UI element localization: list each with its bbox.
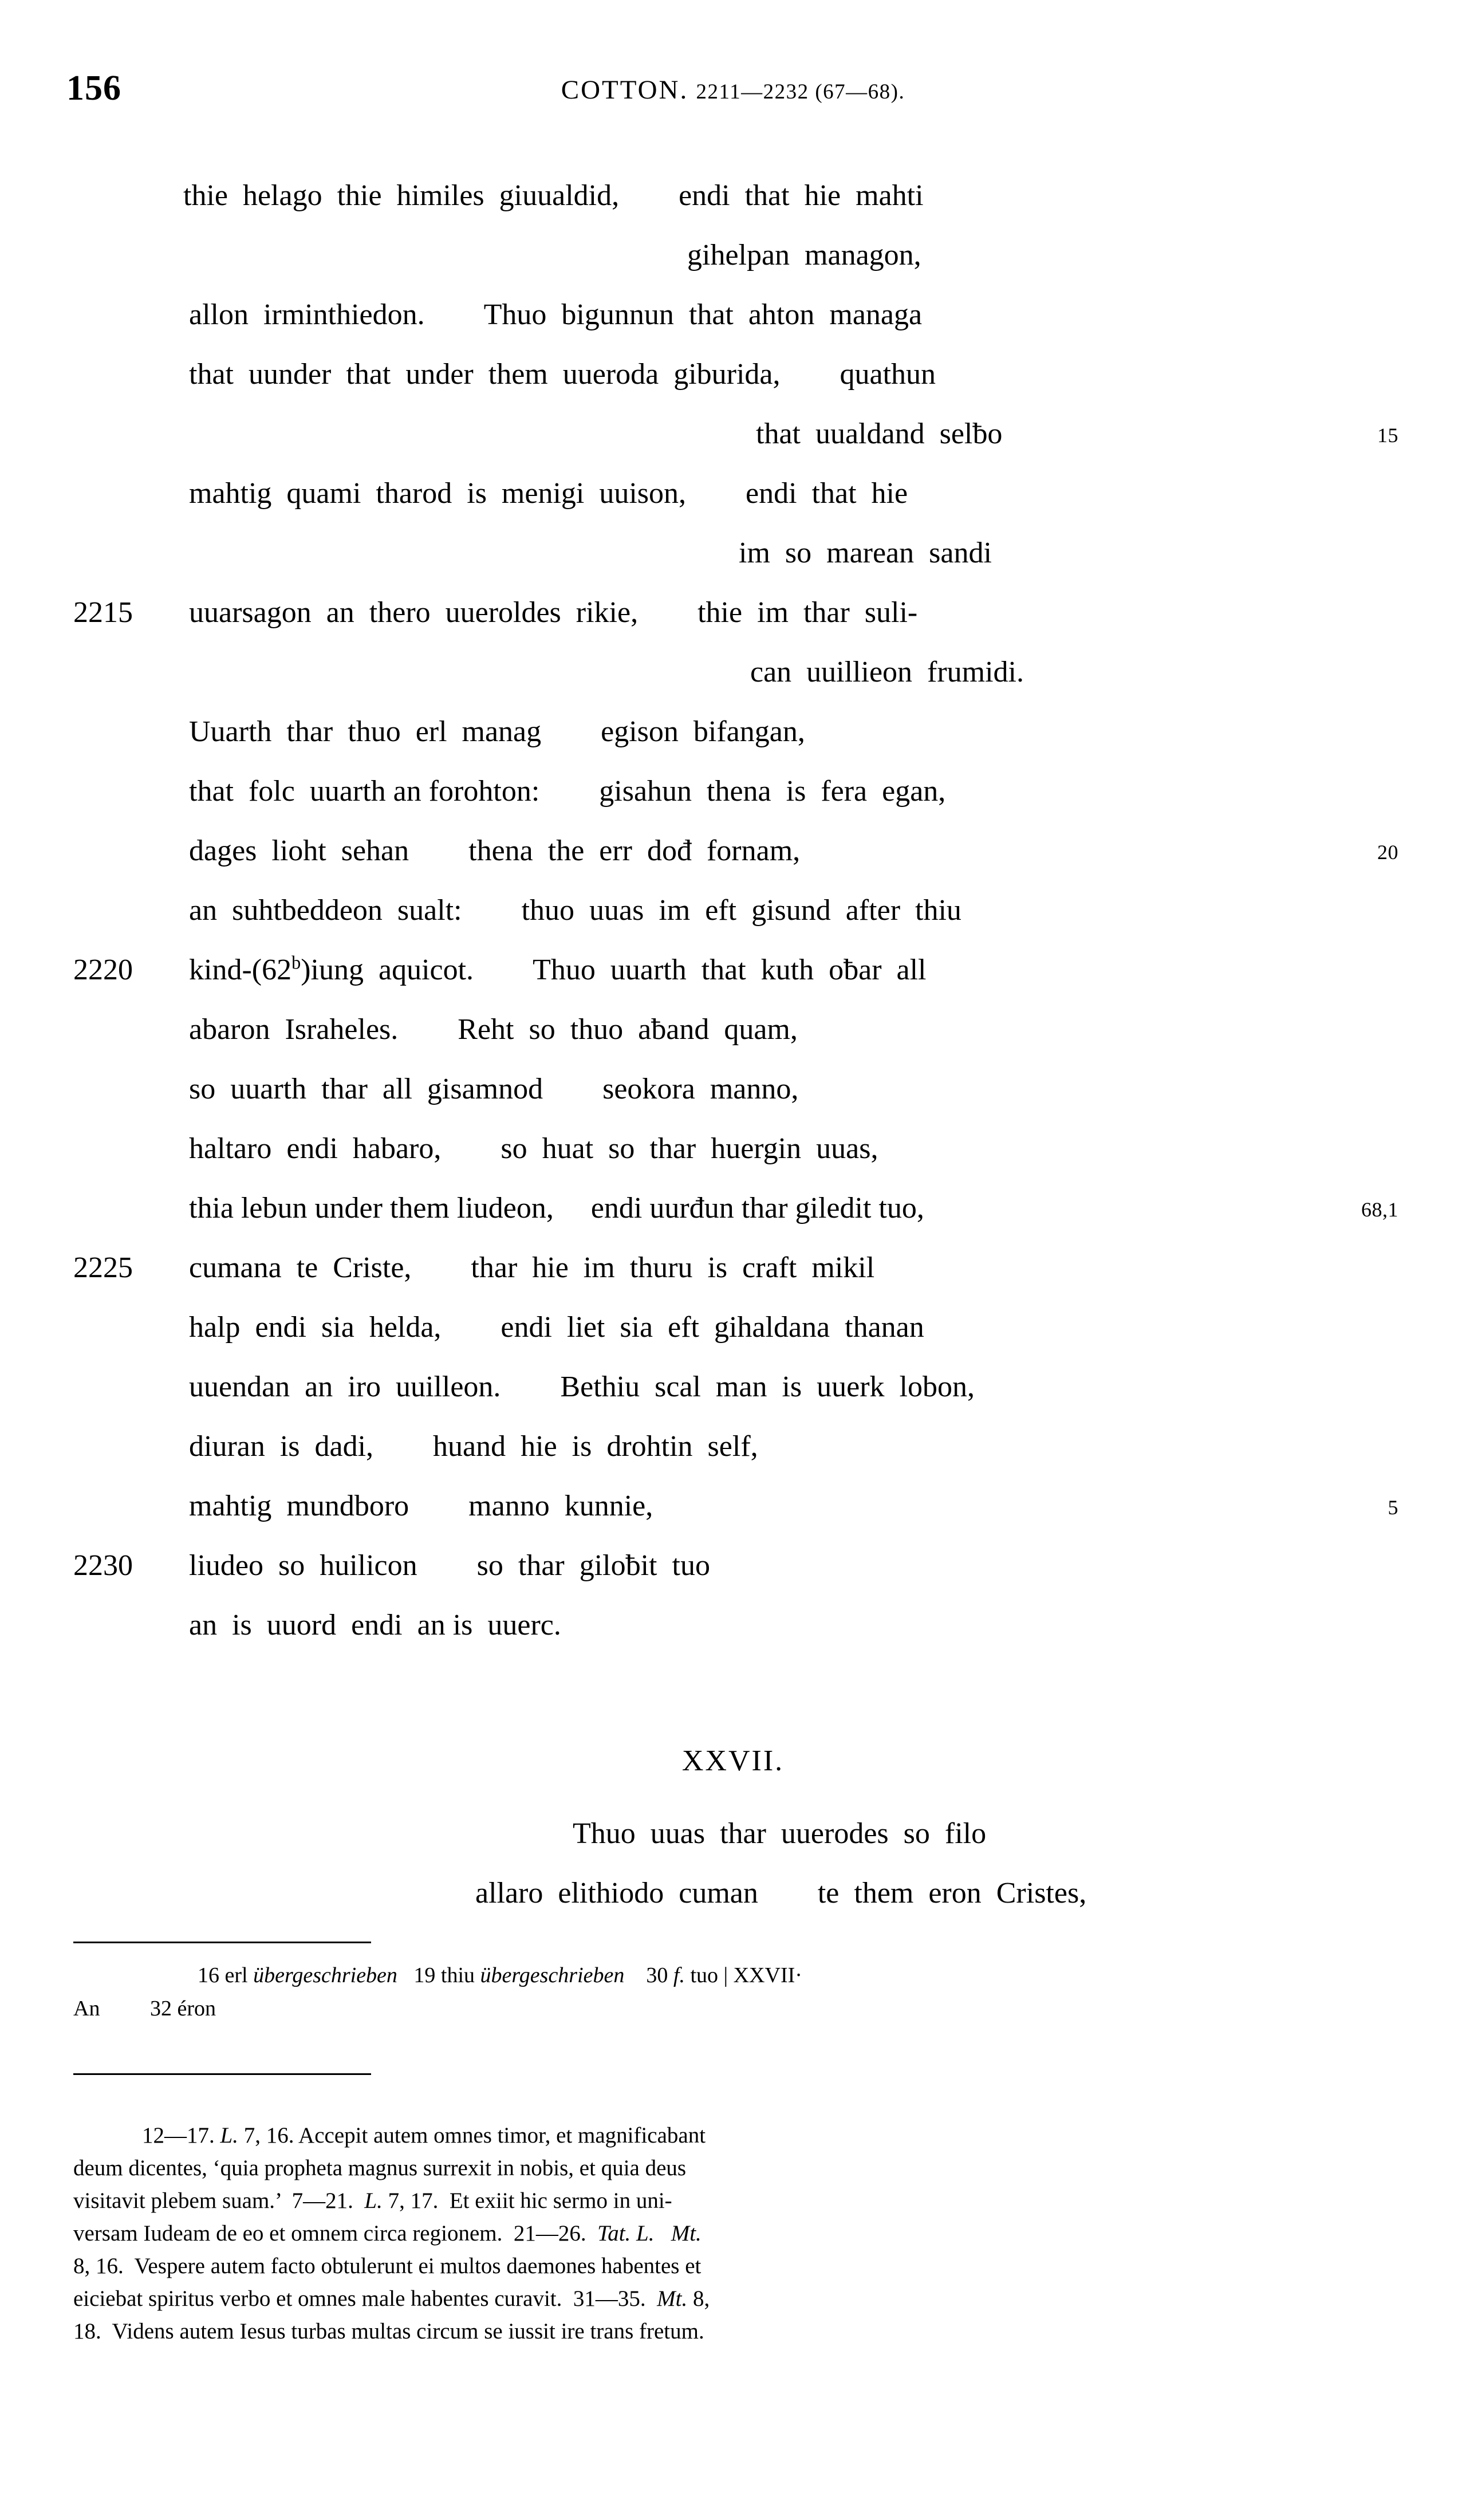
verse-line-text: uuendan an iro uuilleon. Bethiu scal man is uuerk lobon,: [189, 1371, 975, 1403]
apparatus-lineno-16: 16: [198, 1963, 219, 1987]
verse-line: [0, 345, 1466, 404]
latin-note-text: 8,: [692, 2286, 710, 2311]
apparatus-row: [0, 1959, 1466, 1992]
verse-line: [0, 1417, 1466, 1476]
verse-line: [0, 702, 1466, 762]
verse-line: [0, 940, 1466, 1000]
verse-line-text: halp endi sia helda, endi liet sia eft gihaldana thanan: [189, 1311, 924, 1344]
verse-line-text: diuran is dadi, huand hie is drohtin self,: [189, 1430, 758, 1463]
verse-line-number: 2230: [73, 1549, 133, 1582]
apparatus-rule-top: [73, 1942, 371, 1943]
apparatus-siglum-an: An: [73, 1997, 100, 2021]
verse-line: [0, 464, 1466, 523]
verse-line-text: can uuillieon frumidi.: [750, 656, 1024, 688]
latin-note-line: [73, 2315, 1396, 2348]
chapter-heading: XXVII.: [681, 1745, 785, 1777]
latin-source-notes: [73, 2119, 1396, 2348]
apparatus-lineno-32: 32: [150, 1997, 172, 2021]
verse-line-text: im so marean sandi: [739, 537, 992, 569]
verse-line: [0, 1060, 1466, 1119]
folio-number: 156: [66, 69, 121, 108]
verse-line: [0, 285, 1466, 345]
verse-line-text: haltaro endi habaro, so huat so thar huergin uuas,: [189, 1132, 878, 1165]
latin-note-text: 7, 17. Et exiit hic sermo in uni-: [388, 2188, 672, 2213]
verse-line: [0, 643, 1466, 702]
verse-line-text: an is uuord endi an is uuerc.: [189, 1609, 561, 1641]
marginal-line-number: 15: [1377, 424, 1398, 447]
verse-line-text: an suhtbeddeon sualt: thuo uuas im eft gisund after thiu: [189, 894, 961, 927]
verse-line: [0, 1536, 1466, 1596]
verse-line: [0, 1864, 1466, 1923]
verse-line: [0, 1357, 1466, 1417]
latin-note-text: 8, 16. Vespere autem facto obtulerunt ei multos daemones habentes et: [73, 2254, 702, 2278]
verse-line: [0, 523, 1466, 583]
verse-line-number: 2225: [73, 1251, 133, 1284]
verse-line: [0, 1596, 1466, 1655]
apparatus-row: [0, 1992, 1466, 2025]
verse-line: [0, 881, 1466, 940]
apparatus-note-19: übergeschrieben: [480, 1963, 625, 1987]
apparatus-note-30-italic: f.: [668, 1963, 685, 1987]
verse-line: [0, 583, 1466, 643]
verse-line-number: 2215: [73, 596, 133, 629]
verse-line: [0, 226, 1466, 285]
latin-note-text: deum dicentes, ‘quia propheta magnus surrexit in nobis, et quia deus: [73, 2156, 687, 2180]
verse-line: [0, 762, 1466, 821]
running-title-work: COTTON.: [561, 75, 689, 105]
apparatus-lineno-30: 30: [624, 1963, 668, 1987]
latin-note-text: 12—17.: [142, 2123, 220, 2148]
latin-note-text: 7, 16. Accepit autem omnes timor, et magnificabant: [243, 2123, 706, 2148]
apparatus-lemma-19: thiu: [435, 1963, 480, 1987]
verse-line: [0, 1000, 1466, 1060]
running-title-refs: 2211—2232 (67—68).: [696, 80, 905, 104]
latin-note-citation: L.: [364, 2188, 388, 2213]
apparatus-rule-bottom: [73, 2073, 371, 2075]
latin-note-text: eiciebat spiritus verbo et omnes male habentes curavit. 31—35.: [73, 2286, 657, 2311]
apparatus-entry-group: [198, 1959, 802, 1992]
latin-note-text: visitavit plebem suam.’ 7—21.: [73, 2188, 365, 2213]
latin-note-line: [73, 2217, 1396, 2250]
verse-line-text: Uuarth thar thuo erl manag egison bifangan,: [189, 715, 805, 748]
latin-note-line: [73, 2184, 1396, 2217]
apparatus-lemma-32: éron: [172, 1997, 216, 2021]
verse-line: [0, 1476, 1466, 1536]
verse-line-text: kind-(62$^b$)iung aquicot. Thuo uuarth that kuth oƀar all: [189, 952, 927, 986]
marginal-line-number: 20: [1377, 841, 1398, 864]
verse-line-text: mahtig quami tharod is menigi uuison, endi that hie: [189, 477, 908, 510]
running-title: [0, 72, 1466, 110]
verse-line-text: thie helago thie himiles giuualdid, endi that hie mahti: [183, 179, 924, 212]
verse-line-text: that uunder that under them uueroda giburida, quathun: [189, 358, 936, 391]
verse-line-text: abaron Israheles. Reht so thuo aƀand quam,: [189, 1013, 798, 1046]
apparatus-lineno-19: 19: [397, 1963, 436, 1987]
marginal-line-number: 5: [1388, 1496, 1398, 1519]
apparatus-criticus: [0, 1959, 1466, 2025]
running-head: [0, 68, 1466, 113]
verse-line-text: gihelpan managon,: [687, 239, 921, 271]
latin-note-citation: L.: [220, 2123, 244, 2148]
latin-note-line: [73, 2119, 1396, 2152]
verse-line-text: liudeo so huilicon so thar giloƀit tuo: [189, 1549, 710, 1582]
verse-line-text: so uuarth thar all gisamnod seokora manno,: [189, 1073, 799, 1105]
verse-line: [0, 1179, 1466, 1238]
verse-line: [0, 1238, 1466, 1298]
verse-line-text: that folc uuarth an forohton: gisahun thena is fera egan,: [189, 775, 946, 808]
verse-line: [0, 404, 1466, 464]
latin-note-citation: Mt.: [657, 2286, 693, 2311]
verse-line-text: thia lebun under them liudeon, endi uurđun thar giledit tuo,: [189, 1192, 924, 1224]
superscript-folio-marker: b: [291, 952, 301, 973]
verse-line-text: allaro elithiodo cuman te them eron Cristes,: [475, 1877, 1087, 1909]
latin-note-citation: Tat. L. Mt.: [597, 2221, 702, 2246]
verse-line-text: that uualdand selƀo: [756, 418, 1003, 450]
apparatus-lemma-16: erl: [219, 1963, 254, 1987]
apparatus-note-30: tuo | XXVII·: [684, 1963, 802, 1987]
verse-line-text: Thuo uuas thar uuerodes so filo: [573, 1817, 987, 1850]
verse-block: [0, 166, 1466, 1655]
latin-note-text: versam Iudeam de eo et omnem circa regionem. 21—26.: [73, 2221, 598, 2246]
verse-line-text: cumana te Criste, thar hie im thuru is craft mikil: [189, 1251, 875, 1284]
verse-line: [0, 1298, 1466, 1357]
verse-line-number: 2220: [73, 954, 133, 986]
latin-note-line: [73, 2282, 1396, 2315]
verse-line-text: uuarsagon an thero uueroldes rikie, thie im thar suli-: [189, 596, 918, 629]
verse-line-text: allon irminthiedon. Thuo bigunnun that ahton managa: [189, 298, 923, 331]
verse-line: [0, 821, 1466, 881]
verse-line: [0, 1119, 1466, 1179]
verse-line: [0, 1804, 1466, 1864]
latin-note-text: 18. Videns autem Iesus turbas multas circum se iussit ire trans fretum.: [73, 2319, 704, 2344]
verse-line: [0, 166, 1466, 226]
apparatus-note-16: übergeschrieben: [253, 1963, 397, 1987]
marginal-line-number: 68,1: [1361, 1198, 1398, 1221]
verse-line-text: dages lioht sehan thena the err dođ fornam,: [189, 834, 801, 867]
verse-line-text: mahtig mundboro manno kunnie,: [189, 1490, 653, 1522]
chapter-verse-block: [0, 1804, 1466, 1923]
latin-note-line: [73, 2152, 1396, 2184]
latin-note-line: [73, 2250, 1396, 2282]
apparatus-entry-group: [150, 1992, 216, 2025]
